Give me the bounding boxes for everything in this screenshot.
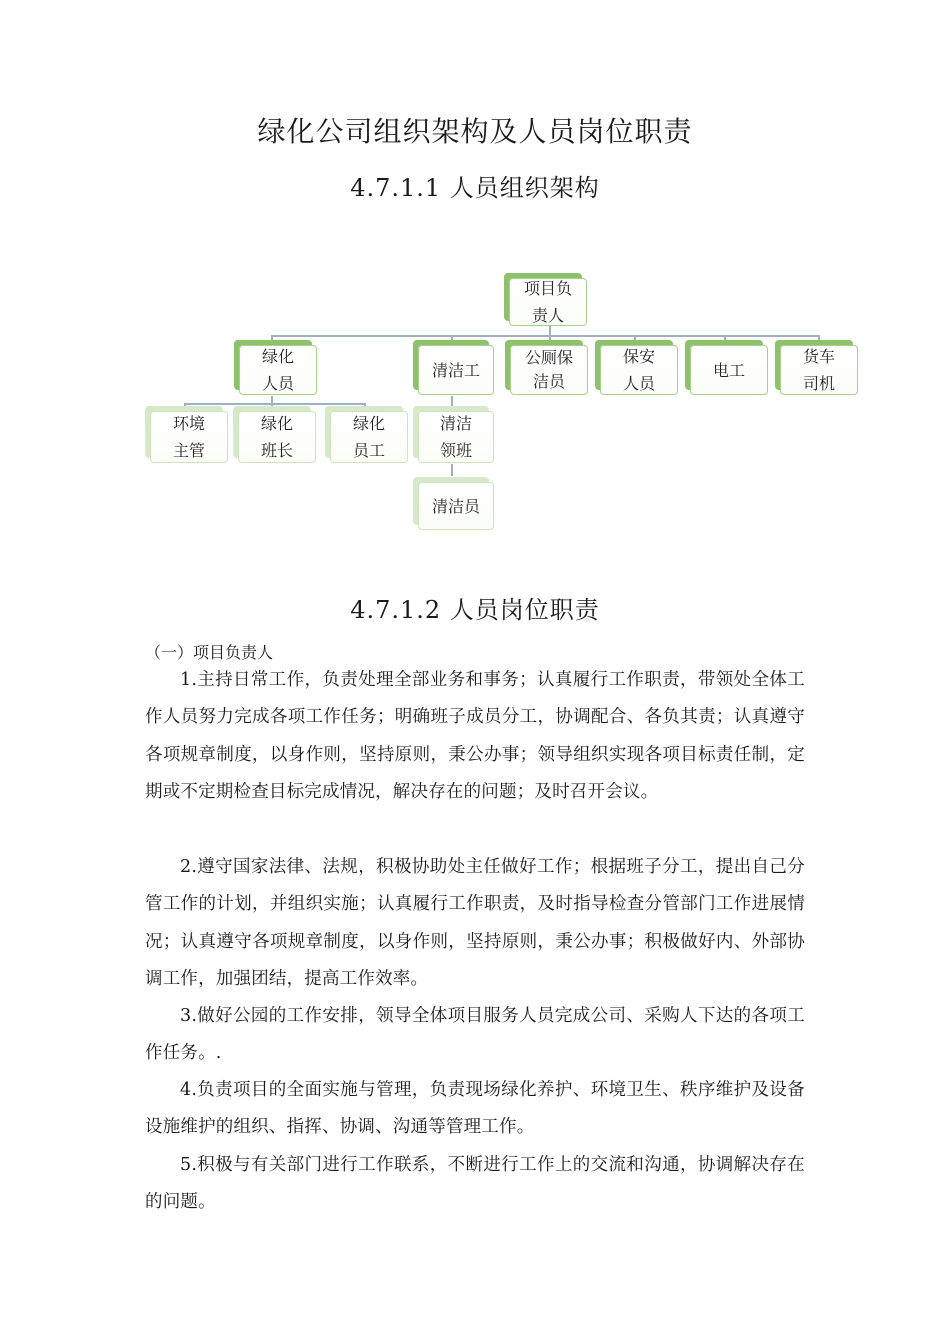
org-node-label: 清洁员 bbox=[431, 496, 480, 516]
org-node-label: 项目负 责人 bbox=[523, 279, 572, 325]
document-title: 绿化公司组织架构及人员岗位职责 bbox=[257, 115, 693, 148]
org-node-truck-driver bbox=[780, 345, 858, 395]
connector-level2-bar bbox=[184, 403, 365, 405]
org-node-electrician bbox=[690, 345, 768, 395]
org-node-security bbox=[600, 345, 678, 395]
org-node-cleaner bbox=[418, 345, 494, 395]
duty-paragraph: 4.负责项目的全面实施与管理，负责现场绿化养护、环境卫生、秩序维护及设备设施维护的组织、指挥、协调、沟通等管理工作。 bbox=[145, 1080, 805, 1138]
org-node-label: 环境 主管 bbox=[172, 414, 205, 460]
section-title-duties: 4.7.1.2 人员岗位职责 bbox=[350, 596, 600, 624]
org-node-label: 绿化 人员 bbox=[261, 347, 294, 393]
org-node-label: 保安 人员 bbox=[622, 347, 655, 393]
org-node-label: 公厕保 洁员 bbox=[524, 348, 573, 391]
org-chart bbox=[0, 0, 950, 560]
subsection-heading: （一）项目负责人 bbox=[145, 643, 274, 662]
org-node-toilet-cleaner bbox=[510, 345, 588, 395]
org-node-greening-worker bbox=[330, 411, 408, 463]
org-node-label: 清洁 领班 bbox=[439, 414, 472, 460]
org-node-greening-leader bbox=[238, 411, 316, 463]
org-node-environment-supervisor bbox=[150, 411, 228, 463]
duty-paragraph: 2.遵守国家法律、法规，积极协助处主任做好工作；根据班子分工，提出自己分管工作的计划，并组织实施；认真履行工作职责，及时指导检查分管部门工作进展情况；认真遵守各项规章制度，以身作则，坚持原则，秉公办事；积极做好内、外部协调工作，加强团结，提高工作效率。 bbox=[145, 857, 805, 990]
duty-paragraph: 1.主持日常工作，负责处理全部业务和事务；认真履行工作职责，带领处全体工作人员努力完成各项工作任务；明确班子成员分工，协调配合、各负其责；认真遵守各项规章制度，以身作则，坚持原则，秉公办事；领导组织实现各项目标责任制，定期或不定期检查目标完成情况，解决存在的问题；及时召开会议。 bbox=[145, 670, 805, 803]
org-node-project-manager bbox=[509, 278, 587, 326]
connector-cleaning-leader-down bbox=[451, 464, 453, 476]
duty-paragraph: 3.做好公园的工作安排，领导全体项目服务人员完成公司、采购人下达的各项工作任务。. bbox=[145, 1006, 805, 1064]
duty-paragraph: 5.积极与有关部门进行工作联系，不断进行工作上的交流和沟通，协调解决存在的问题。 bbox=[145, 1155, 805, 1213]
section-title-org-structure: 4.7.1.1 人员组织架构 bbox=[350, 174, 600, 202]
connector-cleaner-down bbox=[451, 396, 453, 410]
org-node-greening-staff bbox=[239, 345, 317, 395]
connector-level1-bar bbox=[271, 335, 819, 337]
org-node-label: 货车 司机 bbox=[802, 347, 835, 393]
org-node-label: 绿化 班长 bbox=[260, 414, 293, 460]
org-node-label: 绿化 员工 bbox=[352, 414, 385, 460]
org-node-cleaning-leader bbox=[418, 411, 494, 463]
org-node-label: 清洁工 bbox=[431, 360, 480, 380]
org-node-label: 电工 bbox=[712, 360, 745, 380]
org-node-cleaning-worker bbox=[418, 482, 494, 530]
